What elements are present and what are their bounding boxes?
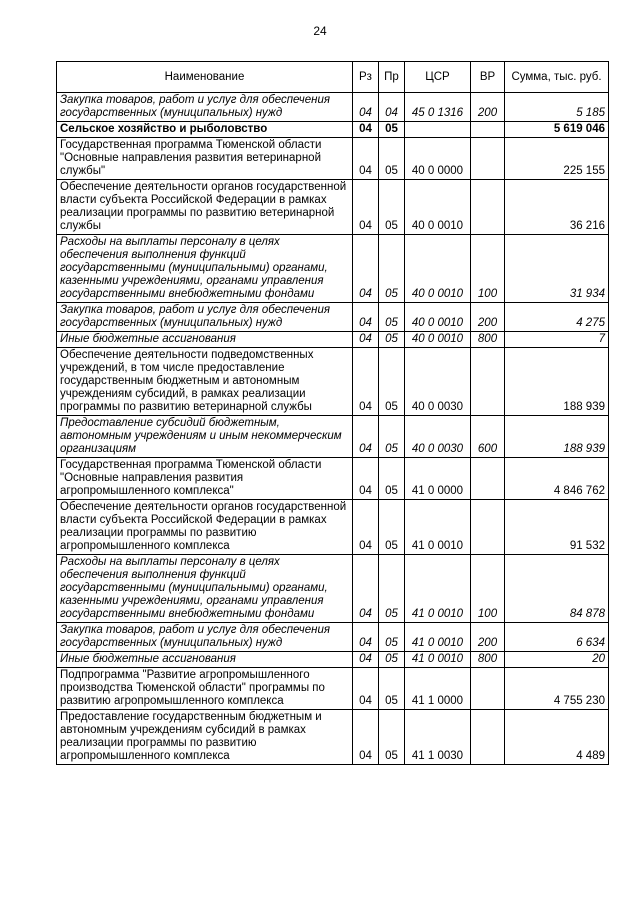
cell-sum: 5 619 046 <box>505 122 609 138</box>
cell-rz: 04 <box>353 652 379 668</box>
cell-name: Закупка товаров, работ и услуг для обеспечения государственных (муниципальных) нужд <box>57 623 353 652</box>
cell-name: Предоставление государственным бюджетным и автономным учреждениям субсидий в рамках реализации программы по развитию агропромышленного комплекса <box>57 710 353 765</box>
table-row <box>57 710 609 765</box>
cell-vr <box>471 180 505 235</box>
cell-vr <box>471 122 505 138</box>
header-pr: Пр <box>379 62 405 93</box>
cell-vr: 800 <box>471 652 505 668</box>
cell-pr: 05 <box>379 138 405 180</box>
table-row <box>57 235 609 303</box>
cell-name: Расходы на выплаты персоналу в целях обеспечения выполнения функций государственными (муниципальными) органами, казенными учреждениями, органами управления государственными внебюджетными фондами <box>57 555 353 623</box>
cell-csr: 40 0 0000 <box>405 138 471 180</box>
cell-name: Предоставление субсидий бюджетным, автономным учреждениям и иным некоммерческим организациям <box>57 416 353 458</box>
table-row <box>57 668 609 710</box>
cell-pr: 05 <box>379 555 405 623</box>
cell-rz: 04 <box>353 122 379 138</box>
cell-sum: 5 185 <box>505 93 609 122</box>
cell-pr: 05 <box>379 303 405 332</box>
cell-rz: 04 <box>353 710 379 765</box>
cell-sum: 36 216 <box>505 180 609 235</box>
cell-pr: 05 <box>379 180 405 235</box>
cell-vr: 100 <box>471 235 505 303</box>
cell-name: Государственная программа Тюменской области "Основные направления развития ветеринарной службы" <box>57 138 353 180</box>
cell-sum: 84 878 <box>505 555 609 623</box>
cell-name: Иные бюджетные ассигнования <box>57 332 353 348</box>
cell-sum: 4 755 230 <box>505 668 609 710</box>
cell-rz: 04 <box>353 416 379 458</box>
table-row <box>57 500 609 555</box>
cell-sum: 6 634 <box>505 623 609 652</box>
cell-csr: 40 0 0010 <box>405 332 471 348</box>
cell-pr: 05 <box>379 416 405 458</box>
cell-vr: 200 <box>471 623 505 652</box>
cell-pr: 05 <box>379 710 405 765</box>
budget-table <box>56 61 609 765</box>
cell-vr: 100 <box>471 555 505 623</box>
cell-rz: 04 <box>353 180 379 235</box>
table-row <box>57 652 609 668</box>
cell-pr: 05 <box>379 348 405 416</box>
table-row <box>57 623 609 652</box>
cell-vr <box>471 138 505 180</box>
cell-pr: 05 <box>379 652 405 668</box>
cell-csr <box>405 122 471 138</box>
table-row <box>57 138 609 180</box>
table-row <box>57 303 609 332</box>
cell-sum: 31 934 <box>505 235 609 303</box>
cell-name: Иные бюджетные ассигнования <box>57 652 353 668</box>
cell-rz: 04 <box>353 235 379 303</box>
cell-vr <box>471 458 505 500</box>
cell-pr: 05 <box>379 458 405 500</box>
cell-sum: 188 939 <box>505 348 609 416</box>
cell-vr <box>471 348 505 416</box>
table-body <box>57 93 609 765</box>
cell-sum: 4 275 <box>505 303 609 332</box>
cell-rz: 04 <box>353 668 379 710</box>
cell-sum: 225 155 <box>505 138 609 180</box>
header-name: Наименование <box>57 62 353 93</box>
cell-rz: 04 <box>353 332 379 348</box>
cell-pr: 05 <box>379 332 405 348</box>
cell-rz: 04 <box>353 500 379 555</box>
header-csr: ЦСР <box>405 62 471 93</box>
cell-pr: 05 <box>379 235 405 303</box>
table-row <box>57 93 609 122</box>
cell-vr: 200 <box>471 93 505 122</box>
cell-name: Расходы на выплаты персоналу в целях обеспечения выполнения функций государственными (муниципальными) органами, казенными учреждениями, органами управления государственными внебюджетными фондами <box>57 235 353 303</box>
cell-rz: 04 <box>353 93 379 122</box>
page-number: 24 <box>313 24 327 38</box>
cell-sum: 7 <box>505 332 609 348</box>
cell-sum: 4 489 <box>505 710 609 765</box>
cell-name: Обеспечение деятельности органов государственной власти субъекта Российской Федерации в рамках реализации программы по развитию ветеринарной службы <box>57 180 353 235</box>
table-row <box>57 180 609 235</box>
table-row <box>57 122 609 138</box>
cell-name: Закупка товаров, работ и услуг для обеспечения государственных (муниципальных) нужд <box>57 303 353 332</box>
header-rz: Рз <box>353 62 379 93</box>
cell-name: Сельское хозяйство и рыболовство <box>57 122 353 138</box>
table-row <box>57 555 609 623</box>
cell-pr: 05 <box>379 623 405 652</box>
cell-rz: 04 <box>353 458 379 500</box>
cell-csr: 40 0 0030 <box>405 416 471 458</box>
cell-rz: 04 <box>353 303 379 332</box>
table-row <box>57 348 609 416</box>
cell-pr: 04 <box>379 93 405 122</box>
cell-vr <box>471 668 505 710</box>
cell-vr <box>471 710 505 765</box>
cell-name: Государственная программа Тюменской области "Основные направления развития агропромышленного комплекса" <box>57 458 353 500</box>
cell-name: Обеспечение деятельности органов государственной власти субъекта Российской Федерации в рамках реализации программы по развитию агропромышленного комплекса <box>57 500 353 555</box>
cell-name: Закупка товаров, работ и услуг для обеспечения государственных (муниципальных) нужд <box>57 93 353 122</box>
cell-csr: 40 0 0010 <box>405 235 471 303</box>
cell-csr: 41 0 0010 <box>405 555 471 623</box>
cell-csr: 40 0 0010 <box>405 180 471 235</box>
cell-csr: 41 0 0010 <box>405 623 471 652</box>
cell-rz: 04 <box>353 348 379 416</box>
cell-csr: 41 1 0030 <box>405 710 471 765</box>
cell-csr: 41 0 0000 <box>405 458 471 500</box>
cell-vr: 200 <box>471 303 505 332</box>
cell-csr: 41 0 0010 <box>405 500 471 555</box>
header-vr: ВР <box>471 62 505 93</box>
cell-rz: 04 <box>353 555 379 623</box>
cell-vr <box>471 500 505 555</box>
cell-sum: 20 <box>505 652 609 668</box>
cell-csr: 41 1 0000 <box>405 668 471 710</box>
cell-sum: 188 939 <box>505 416 609 458</box>
cell-csr: 40 0 0030 <box>405 348 471 416</box>
cell-rz: 04 <box>353 138 379 180</box>
cell-name: Подпрограмма "Развитие агропромышленного производства Тюменской области" программы по развитию агропромышленного комплекса <box>57 668 353 710</box>
cell-csr: 41 0 0010 <box>405 652 471 668</box>
cell-vr: 600 <box>471 416 505 458</box>
table-row <box>57 332 609 348</box>
table-header-row <box>57 62 609 93</box>
cell-rz: 04 <box>353 623 379 652</box>
cell-csr: 45 0 1316 <box>405 93 471 122</box>
cell-pr: 05 <box>379 668 405 710</box>
header-sum: Сумма, тыс. руб. <box>505 62 609 93</box>
cell-vr: 800 <box>471 332 505 348</box>
table-row <box>57 458 609 500</box>
cell-sum: 91 532 <box>505 500 609 555</box>
cell-csr: 40 0 0010 <box>405 303 471 332</box>
cell-pr: 05 <box>379 500 405 555</box>
cell-pr: 05 <box>379 122 405 138</box>
cell-sum: 4 846 762 <box>505 458 609 500</box>
cell-name: Обеспечение деятельности подведомственных учреждений, в том числе предоставление государственным бюджетным и автономным учреждениям субсидий, в рамках реализации программы по развитию ветеринарной службы <box>57 348 353 416</box>
table-row <box>57 416 609 458</box>
